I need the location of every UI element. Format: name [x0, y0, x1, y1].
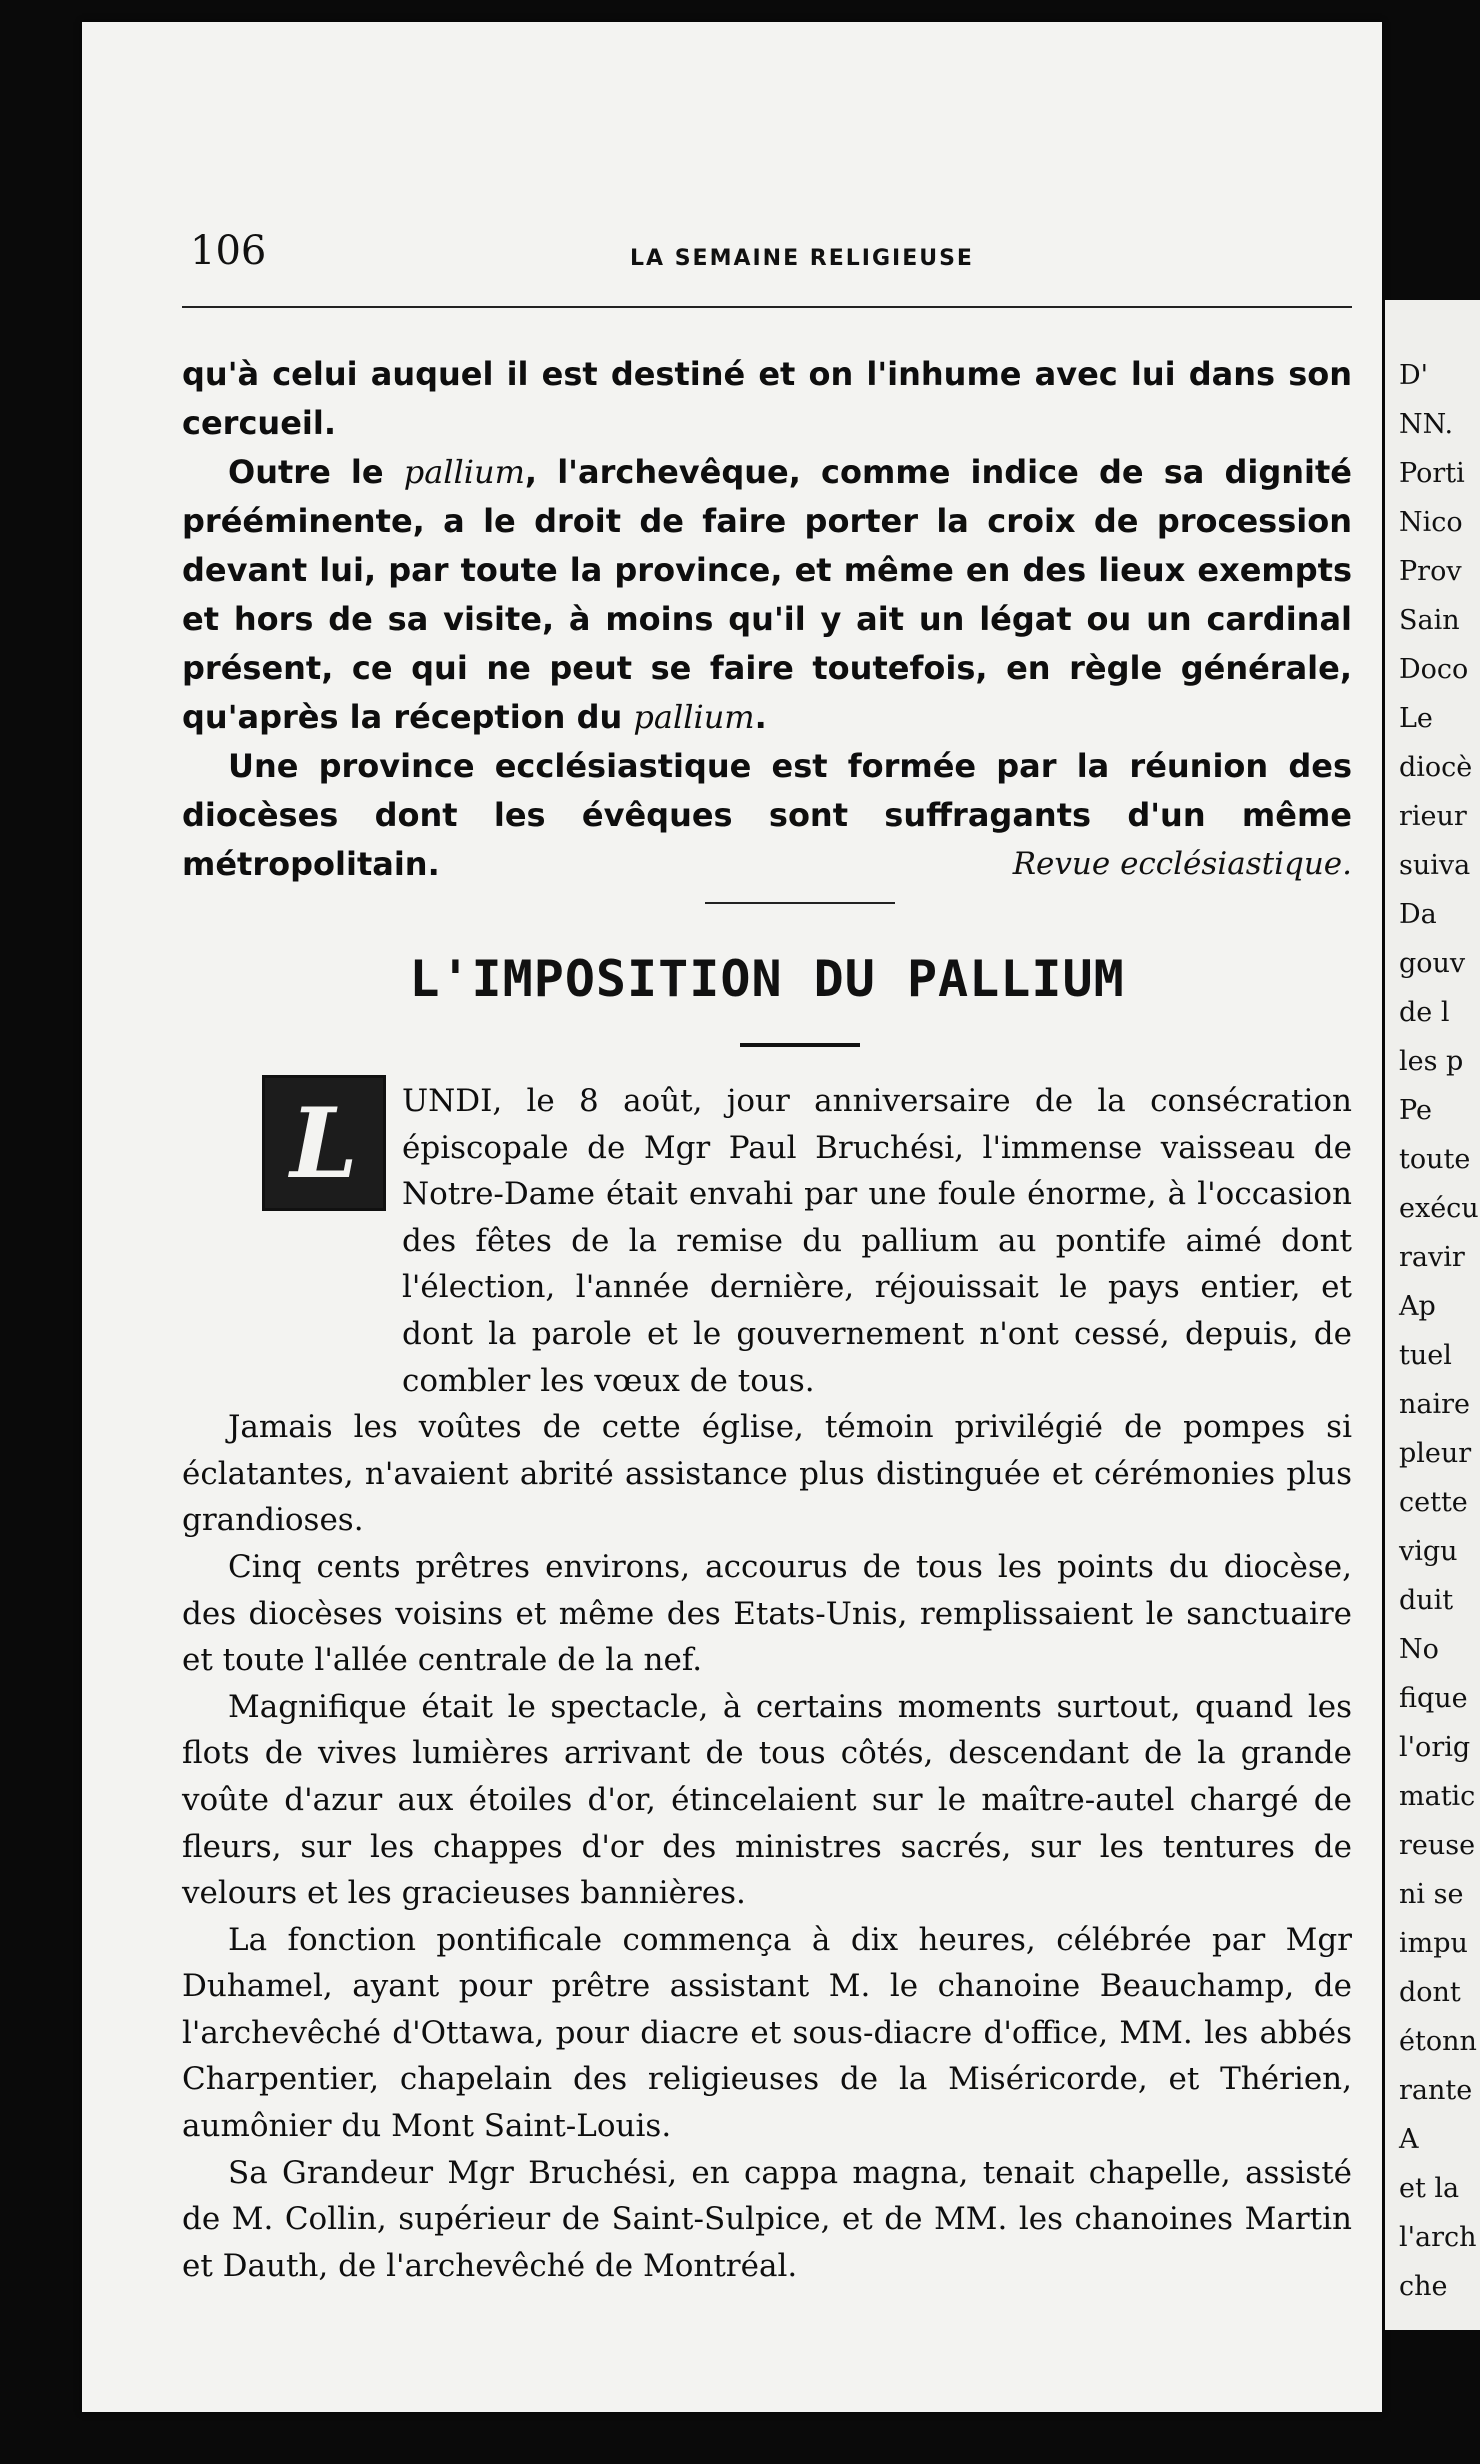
intro-paragraph-1: qu'à celui auquel il est destiné et on l'inhume avec lui dans son cercueil.: [182, 355, 1352, 442]
adjacent-page-fragment: che: [1399, 2271, 1448, 2302]
adjacent-page-fragment: suiva: [1399, 850, 1471, 881]
adjacent-page-fragment: étonn: [1399, 2026, 1477, 2057]
adjacent-page-fragment: matic: [1399, 1781, 1476, 1812]
page-header: [190, 228, 1350, 288]
intro-section: [182, 350, 1352, 889]
adjacent-page-fragment: impu: [1399, 1928, 1468, 1959]
article-paragraph-4: Magnifique était le spectacle, à certains moments surtout, quand les flots de vives lumières arrivant de tous côtés, descendant de la grande voûte d'azur aux étoiles d'or, étincelaient sur le maître-autel chargé de fleurs, sur les chappes d'or des ministres sacrés, sur les tentures de velours et les gracieuses bannières.: [182, 1688, 1352, 1912]
adjacent-page-fragment: toute: [1399, 1144, 1471, 1175]
title-rule: [740, 1043, 860, 1047]
adjacent-page-fragment: tuel: [1399, 1340, 1452, 1371]
article-paragraph-6: Sa Grandeur Mgr Bruchési, en cappa magna, tenait chapelle, assisté de M. Collin, supérieur de Saint-Sulpice, et de MM. les chanoines Martin et Dauth, de l'archevêché de Montréal.: [182, 2154, 1352, 2284]
source-citation: Revue ecclésiastique.: [1012, 846, 1352, 882]
adjacent-page-fragment: gouv: [1399, 948, 1466, 979]
adjacent-page-fragment: Da: [1399, 899, 1437, 930]
adjacent-page-fragment: Ap: [1399, 1291, 1436, 1322]
adjacent-page-fragment: fique: [1399, 1683, 1468, 1714]
article-body: [182, 1078, 1352, 2289]
header-rule: [182, 306, 1352, 308]
adjacent-page-fragment: vigu: [1399, 1536, 1458, 1567]
article-title: L'IMPOSITION DU PALLIUM: [409, 950, 1125, 1008]
article-paragraph-2: Jamais les voûtes de cette église, témoin privilégié de pompes si éclatantes, n'avaient abrité assistance plus distinguée et cérémonies plus grandioses.: [182, 1409, 1352, 1539]
adjacent-page-fragment: ni se: [1399, 1879, 1464, 1910]
adjacent-page-fragment: les p: [1399, 1046, 1464, 1077]
adjacent-page-fragment: pleur: [1399, 1438, 1472, 1469]
adjacent-page-fragment: No: [1399, 1634, 1439, 1665]
adjacent-page-edge: [1385, 300, 1480, 2330]
pallium-italic: pallium: [403, 453, 525, 491]
adjacent-page-fragment: et la: [1399, 2173, 1460, 2204]
article-paragraph-5: La fonction pontificale commença à dix heures, célébrée par Mgr Duhamel, ayant pour prêtre assistant M. le chanoine Beauchamp, de l'archevêché d'Ottawa, pour diacre et sous-diacre d'office, MM. les abbés Charpentier, chapelain des religieuses de la Miséricorde, et Thérien, aumônier du Mont Saint-Louis.: [182, 1921, 1352, 2145]
article-paragraph-1: UNDI, le 8 août, jour anniversaire de la consécration épiscopale de Mgr Paul Bruchési, l'immense vaisseau de Notre-Dame était envahi par une foule énorme, à l'occasion des fêtes de la remise du pallium au pontife aimé dont l'élection, l'année dernière, réjouissait le pays entier, et dont la parole et le gouvernement n'ont cessé, depuis, de combler les vœux de tous.: [402, 1083, 1352, 1399]
running-title: LA SEMAINE RELIGIEUSE: [630, 246, 974, 271]
adjacent-page-fragment: Porti: [1399, 458, 1465, 489]
adjacent-page-fragment: duit: [1399, 1585, 1454, 1616]
article-paragraph-1-start: [182, 1078, 1352, 1404]
adjacent-page-fragment: A: [1399, 2124, 1419, 2155]
section-divider: [705, 902, 895, 904]
adjacent-page-fragment: Prov: [1399, 556, 1462, 587]
adjacent-page-fragment: D': [1399, 360, 1429, 391]
adjacent-page-fragment: naire: [1399, 1389, 1471, 1420]
adjacent-page-fragment: NN.: [1399, 409, 1454, 440]
intro-paragraph-3: Une province ecclésiastique est formée par la réunion des diocèses dont les évêques sont suffragants d'un même métropolitain.: [182, 747, 1352, 883]
intro-paragraph-2: Outre le pallium, l'archevêque, comme indice de sa dignité prééminente, a le droit de faire porter la croix de procession devant lui, par toute la province, et même en des lieux exempts et hors de sa visite, à moins qu'il y ait un légat ou un cardinal présent, ce qui ne peut se faire toutefois, en règle générale, qu'après la réception du pallium.: [182, 453, 1352, 736]
adjacent-page-fragment: dont: [1399, 1977, 1461, 2008]
dropcap-letter: L: [290, 1086, 358, 1200]
adjacent-page-fragment: reuse: [1399, 1830, 1476, 1861]
page-number: 106: [190, 228, 267, 274]
adjacent-page-fragment: ravir: [1399, 1242, 1465, 1273]
adjacent-page-fragment: diocè: [1399, 752, 1473, 783]
adjacent-page-fragment: Sain: [1399, 605, 1460, 636]
adjacent-page-fragment: rante: [1399, 2075, 1473, 2106]
adjacent-page-fragment: Nico: [1399, 507, 1463, 538]
adjacent-page-fragment: rieur: [1399, 801, 1467, 832]
pallium-italic-2: pallium: [633, 698, 755, 736]
adjacent-page-fragment: exécu: [1399, 1193, 1479, 1224]
adjacent-page-fragment: de l: [1399, 997, 1450, 1028]
adjacent-page-fragment: Doco: [1399, 654, 1469, 685]
adjacent-page-fragment: l'orig: [1399, 1732, 1471, 1763]
adjacent-page-fragment: Pe: [1399, 1095, 1432, 1126]
article-paragraph-3: Cinq cents prêtres environs, accourus de tous les points du diocèse, des diocèses voisins et même des Etats-Unis, remplissaient le sanctuaire et toute l'allée centrale de la nef.: [182, 1548, 1352, 1679]
adjacent-page-fragment: Le: [1399, 703, 1433, 734]
adjacent-page-fragment: cette: [1399, 1487, 1468, 1518]
adjacent-page-fragment: l'arch: [1399, 2222, 1477, 2253]
